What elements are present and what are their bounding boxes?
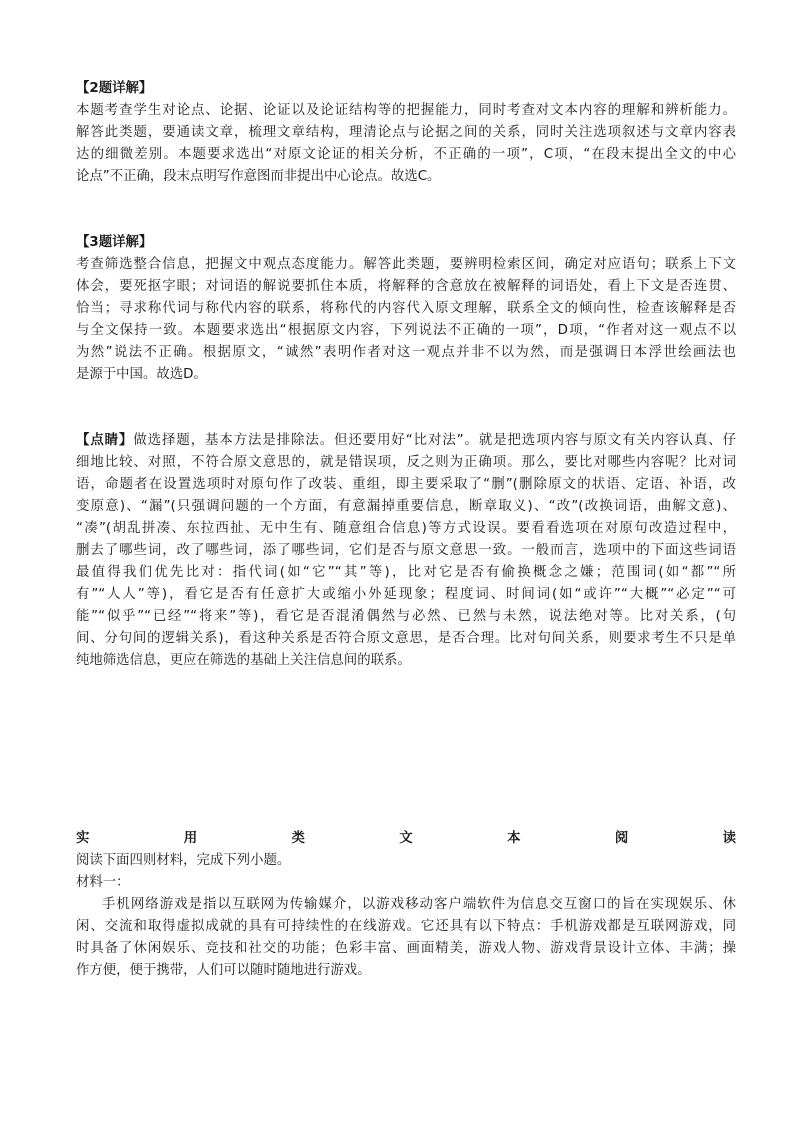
q2-line-3: 达的细微差别。本题要求选出“对原文论证的相关分析，不正确的一项”，C项，“在段末提出全文的中心 [76, 147, 736, 162]
tip-section [76, 430, 736, 672]
tip-line-6: 最值得我们优先比对：指代词(如“它”“其”等)，比对它是否有偷换概念之嫌；范围词(如“都”“所 [76, 565, 736, 580]
tip-line-3: 变原意)、“漏”(只强调问题的一个方面，有意漏掉重要信息，断章取义)、“改”(改换词语，曲解文意)、 [76, 499, 736, 514]
q2-section [76, 78, 736, 188]
q3-line-4: 与全文保持一致。本题要求选出“根据原文内容，下列说法不正确的一项”，D项，“作者对这一观点不以 [76, 323, 736, 338]
q2-line-1: 本题考查学生对论点、论据、论证以及论证结构等的把握能力，同时考查对文本内容的理解和辨析能力。 [76, 103, 736, 118]
tip-line-9: 间、分句间的逻辑关系)，看这种关系是否符合原文意思，是否合理。比对句间关系，则要求考生不只是单 [76, 631, 736, 646]
practical-section [76, 828, 736, 982]
instruction: 阅读下面四则材料，完成下列小题。 [76, 853, 291, 868]
q2-line-2: 解答此类题，要通读文章，梳理文章结构，理清论点与论据之间的关系，同时关注选项叙述与文章内容表 [76, 125, 736, 140]
q3-line-6: 是源于中国。故选D。 [76, 367, 207, 382]
q2-line-4: 论点”不正确，段末点明写作意图而非提出中心论点。故选C。 [76, 169, 441, 184]
q3-line-3: 恰当；寻求称代词与称代内容的联系，将称代的内容代入原文理解，联系全文的倾向性，检查该解释是否 [76, 301, 736, 316]
q3-line-5: 为然”说法不正确。根据原文，“诚然”表明作者对这一观点并非不以为然，而是强调日本浮世绘画法也 [76, 345, 736, 360]
tip-line-2: 语，命题者在设置选项时对原句作了改装、重组，即主要采取了“删”(删除原文的状语、定语、补语，改 [76, 477, 736, 492]
section-title: 实用类文本阅读 [76, 831, 736, 846]
tip-line-5: 删去了哪些词，改了哪些词，添了哪些词，它们是否与原文意思一致。一般而言，选项中的下面这些词语 [76, 543, 736, 558]
q3-line-1: 考查筛选整合信息，把握文中观点态度能力。解答此类题，要辨明检索区间，确定对应语句；联系上下文 [76, 257, 736, 272]
q3-section [76, 232, 736, 386]
tip-line-4: “凑”(胡乱拼凑、东拉西扯、无中生有、随意组合信息)等方式设误。要看看选项在对原句改造过程中， [76, 521, 736, 536]
tip-line-0 [76, 430, 736, 452]
material-line-4: 作方便，便于携带，人们可以随时随地进行游戏。 [76, 963, 371, 978]
material-line-2: 闲、交流和取得虚拟成就的具有可持续性的在线游戏。它还具有以下特点：手机游戏都是互联网游戏，同 [76, 919, 736, 934]
tip-label: 【点睛】 [76, 433, 134, 448]
q3-line-2: 体会，要死抠字眼；对词语的解说要抓住本质，将解释的含意放在被解释的词语处，看上下文是否连贯、 [76, 279, 736, 294]
q2-heading: 【2题详解】 [76, 81, 153, 96]
material-line-1: 手机网络游戏是指以互联网为传输媒介，以游戏移动客户端软件为信息交互窗口的旨在实现娱乐、休 [102, 897, 736, 912]
material-line-3: 时具备了休闲娱乐、竞技和社交的功能；色彩丰富、画面精美，游戏人物、游戏背景设计立体、丰满；操 [76, 941, 736, 956]
material-label: 材料一： [76, 875, 130, 890]
tip-line-7: 有”“人人”等)，看它是否有任意扩大或缩小外延现象；程度词、时间词(如“或许”“大概”“必定”“可 [76, 587, 736, 602]
tip-line-1: 细地比较、对照，不符合原文意思的，就是错误项，反之则为正确项。那么，要比对哪些内容呢？比对词 [76, 455, 736, 470]
tip-line-10: 纯地筛选信息，更应在筛选的基础上关注信息间的联系。 [76, 653, 411, 668]
tip-first-line: 做选择题，基本方法是排除法。但还要用好“比对法”。就是把选项内容与原文有关内容认真、仔 [133, 433, 737, 448]
tip-line-8: 能”“似乎”“已经”“将来”等)，看它是否混淆偶然与必然、已然与未然，说法绝对等。比对关系，(句 [76, 609, 736, 624]
q3-heading: 【3题详解】 [76, 235, 153, 250]
